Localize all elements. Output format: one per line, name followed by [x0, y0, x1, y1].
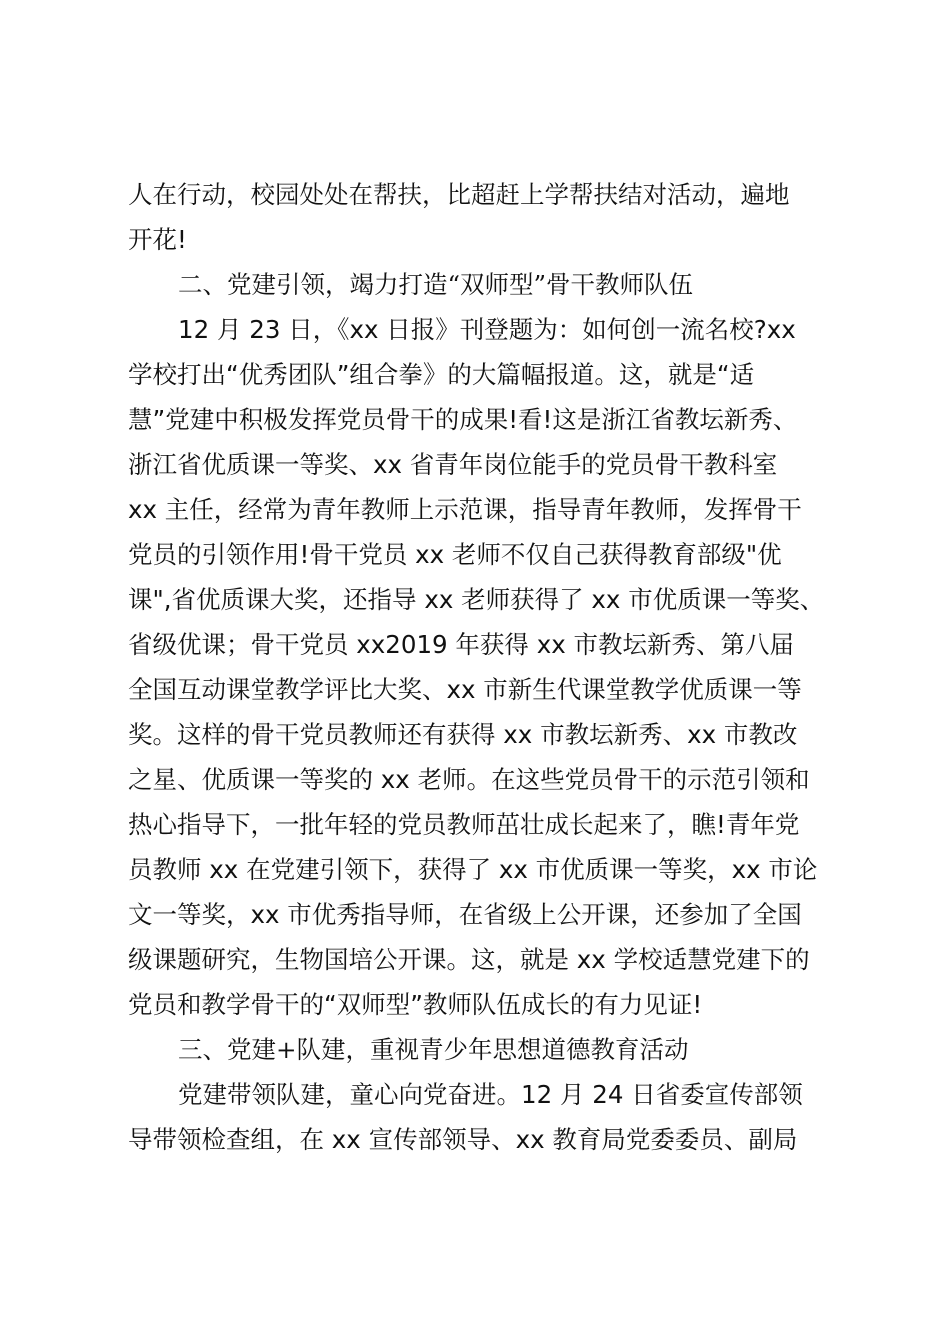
text-line: 12 月 23 日，《xx 日报》刊登题为：如何创一流名校?xx: [178, 315, 796, 344]
text-line: 热心指导下，一批年轻的党员教师茁壮成长起来了，瞧!青年党: [128, 810, 800, 839]
text-line: 级课题研究，生物国培公开课。这，就是 xx 学校适慧党建下的: [128, 945, 810, 974]
text-line: 之星、优质课一等奖的 xx 老师。在这些党员骨干的示范引领和: [128, 765, 810, 794]
text-line: 党员的引领作用!骨干党员 xx 老师不仅自己获得教育部级"优: [128, 540, 782, 569]
text-line: 文一等奖，xx 市优秀指导师，在省级上公开课，还参加了全国: [128, 900, 802, 929]
text-line: 人在行动，校园处处在帮扶，比超赶上学帮扶结对活动，遍地: [128, 180, 790, 209]
text-line: 导带领检查组，在 xx 宣传部领导、xx 教育局党委委员、副局: [128, 1125, 798, 1154]
text-line: 奖。这样的骨干党员教师还有获得 xx 市教坛新秀、xx 市教改: [128, 720, 798, 749]
text-line: 开花!: [128, 225, 187, 254]
text-line: 全国互动课堂教学评比大奖、xx 市新生代课堂教学优质课一等: [128, 675, 802, 704]
text-line: xx 主任，经常为青年教师上示范课，指导青年教师，发挥骨干: [128, 495, 802, 524]
text-line: 课",省优质课大奖，还指导 xx 老师获得了 xx 市优质课一等奖、: [128, 585, 825, 614]
text-line: 浙江省优质课一等奖、xx 省青年岗位能手的党员骨干教科室: [128, 450, 778, 479]
section-heading: 二、党建引领，竭力打造“双师型”骨干教师队伍: [178, 270, 694, 299]
section-heading: 三、党建+队建，重视青少年思想道德教育活动: [178, 1035, 689, 1064]
text-line: 慧”党建中积极发挥党员骨干的成果!看!这是浙江省教坛新秀、: [128, 405, 798, 434]
document-body: [128, 172, 830, 1162]
text-line: 员教师 xx 在党建引领下，获得了 xx 市优质课一等奖，xx 市论: [128, 855, 818, 884]
text-line: 学校打出“优秀团队”组合拳》的大篇幅报道。这，就是“适: [128, 360, 755, 389]
text-line: 党员和教学骨干的“双师型”教师队伍成长的有力见证!: [128, 990, 703, 1019]
text-line: 省级优课；骨干党员 xx2019 年获得 xx 市教坛新秀、第八届: [128, 630, 794, 659]
text-line: 党建带领队建，童心向党奋进。12 月 24 日省委宣传部领: [178, 1080, 803, 1109]
